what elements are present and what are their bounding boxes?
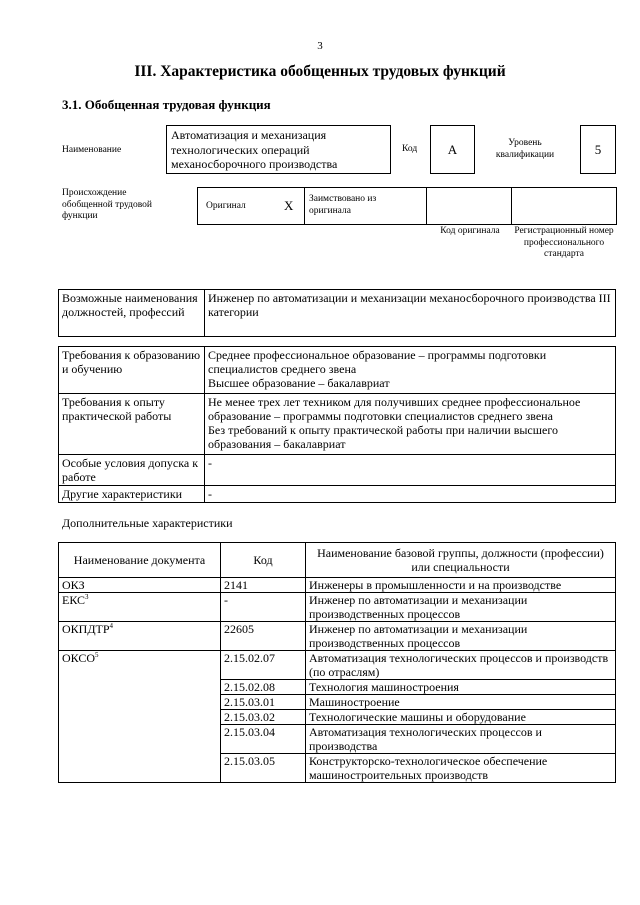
name-label: Наименование [62, 145, 122, 155]
subsection-title: 3.1. Обобщенная трудовая функция [62, 97, 271, 112]
name-cell: Инженер по автоматизации и механизации производственных процессов [306, 593, 616, 622]
name-cell: Технология машиностроения [306, 680, 616, 695]
code-cell: 22605 [221, 622, 306, 651]
table-row [59, 486, 616, 503]
doc-name: ОКСО$^5$ [59, 651, 221, 783]
code-cell: - [221, 593, 306, 622]
additional-title: Дополнительные характеристики [62, 516, 233, 530]
table-row [59, 578, 616, 593]
section-title: III. Характеристика обобщенных трудовых функций [134, 63, 506, 80]
additional-table [58, 542, 616, 783]
code-cell: 2.15.03.01 [221, 695, 306, 710]
code-cell: 2.15.03.02 [221, 710, 306, 725]
divider [304, 188, 305, 224]
name-cell: Конструкторско-технологическое обеспечение машиностроительных производств [306, 754, 616, 783]
column-header: Наименование документа [59, 543, 221, 578]
req-value: Среднее профессиональное образование – программы подготовки специалистов среднего звена Высшее образование – бакалавриат [205, 347, 616, 394]
table-row [59, 455, 616, 486]
name-cell: Автоматизация технологических процессов и производств (по отраслям) [306, 651, 616, 680]
name-cell: Автоматизация технологических процессов и производства [306, 725, 616, 754]
origin-box [197, 187, 617, 225]
origin-label: Происхождение обобщенной трудовой функции [62, 188, 152, 221]
doc-name: ЕКС$^3$ [59, 593, 221, 622]
req-value: - [205, 455, 616, 486]
code-cell: 2.15.03.04 [221, 725, 306, 754]
code-cell: 2.15.03.05 [221, 754, 306, 783]
original-label: Оригинал [206, 201, 246, 211]
table-row [59, 394, 616, 455]
code-original-caption: Код оригинала [440, 226, 500, 236]
req-value: Не менее трех лет техником для получивших среднее профессиональное образование – программы подготовки специалистов среднего звена Без требований к опыту практической работы при наличии высшего образования – бакалавриат [205, 394, 616, 455]
original-mark: X [284, 198, 294, 213]
code-cell: 2.15.02.07 [221, 651, 306, 680]
positions-table [58, 289, 616, 337]
divider [511, 188, 512, 224]
table-row [59, 651, 616, 680]
req-label: Другие характеристики [59, 486, 205, 503]
code-cell: 2141 [221, 578, 306, 593]
column-header: Наименование базовой группы, должности (профессии) или специальности [306, 543, 616, 578]
name-cell: Инженеры в промышленности и на производстве [306, 578, 616, 593]
reg-number-caption: Регистрационный номер профессионального стандарта [514, 226, 614, 259]
page-number: 3 [317, 40, 323, 52]
level-value: 5 [580, 125, 616, 174]
borrowed-label: Заимствовано из оригинала [309, 194, 377, 216]
doc-name: ОКПДТР$^4$ [59, 622, 221, 651]
table-header-row [59, 543, 616, 578]
table-row [59, 622, 616, 651]
table-row [59, 347, 616, 394]
positions-value: Инженер по автоматизации и механизации механосборочного производства III категории [205, 290, 616, 337]
table-row [59, 593, 616, 622]
doc-name: ОКЗ [59, 578, 221, 593]
requirements-table [58, 346, 616, 503]
level-label: Уровень квалификации [495, 138, 555, 160]
code-label: Код [402, 144, 418, 154]
code-value: А [430, 125, 475, 174]
req-value: - [205, 486, 616, 503]
column-header: Код [221, 543, 306, 578]
name-cell: Инженер по автоматизации и механизации производственных процессов [306, 622, 616, 651]
divider [426, 188, 427, 224]
name-cell: Технологические машины и оборудование [306, 710, 616, 725]
positions-label: Возможные наименования должностей, профессий [59, 290, 205, 337]
name-value: Автоматизация и механизация технологических операций механосборочного производства [166, 125, 391, 174]
name-cell: Машиностроение [306, 695, 616, 710]
req-label: Требования к образованию и обучению [59, 347, 205, 394]
req-label: Требования к опыту практической работы [59, 394, 205, 455]
req-label: Особые условия допуска к работе [59, 455, 205, 486]
code-cell: 2.15.02.08 [221, 680, 306, 695]
